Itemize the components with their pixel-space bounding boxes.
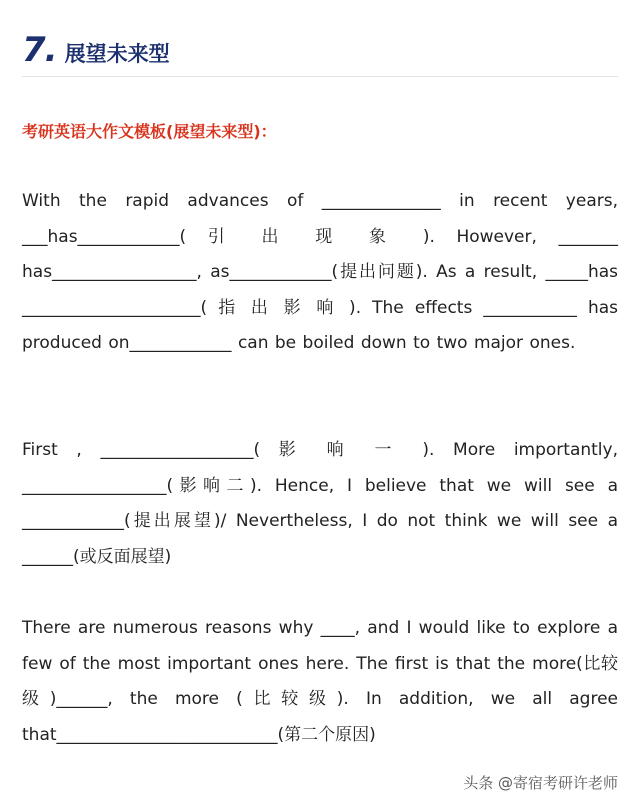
divider <box>22 76 618 77</box>
watermark: 头条 @寄宿考研许老师 <box>463 774 618 792</box>
section-heading <box>22 30 170 70</box>
paragraph-intro: With the rapid advances of ______________ in recent years, ___has____________( 引 出 现 象 ). However, _______ has_________________, as____________(提出问题). As a result, _____has _____________________( 指 出 影 响 ). The effects ___________ has produced on____________ can be boiled down to two major ones. <box>22 191 618 353</box>
section-number: 7. <box>22 30 57 70</box>
paragraph-effects: First , __________________( 影 响 一 ). More importantly, _________________(影响二). Hence, I believe that we will see a ____________(提出展望)/ Nevertheless, I do not think we will see a ______(或反面展望) <box>22 440 618 567</box>
section-title: 展望未来型 <box>64 42 170 66</box>
template-subtitle: 考研英语大作文模板(展望未来型)： <box>22 122 277 141</box>
paragraph-reasons: There are numerous reasons why ____, and I would like to explore a few of the most important ones here. The first is that the more(比较级)______, the more (比较级). In addition, we all agree that__________________________(第二个原因) <box>22 618 618 745</box>
